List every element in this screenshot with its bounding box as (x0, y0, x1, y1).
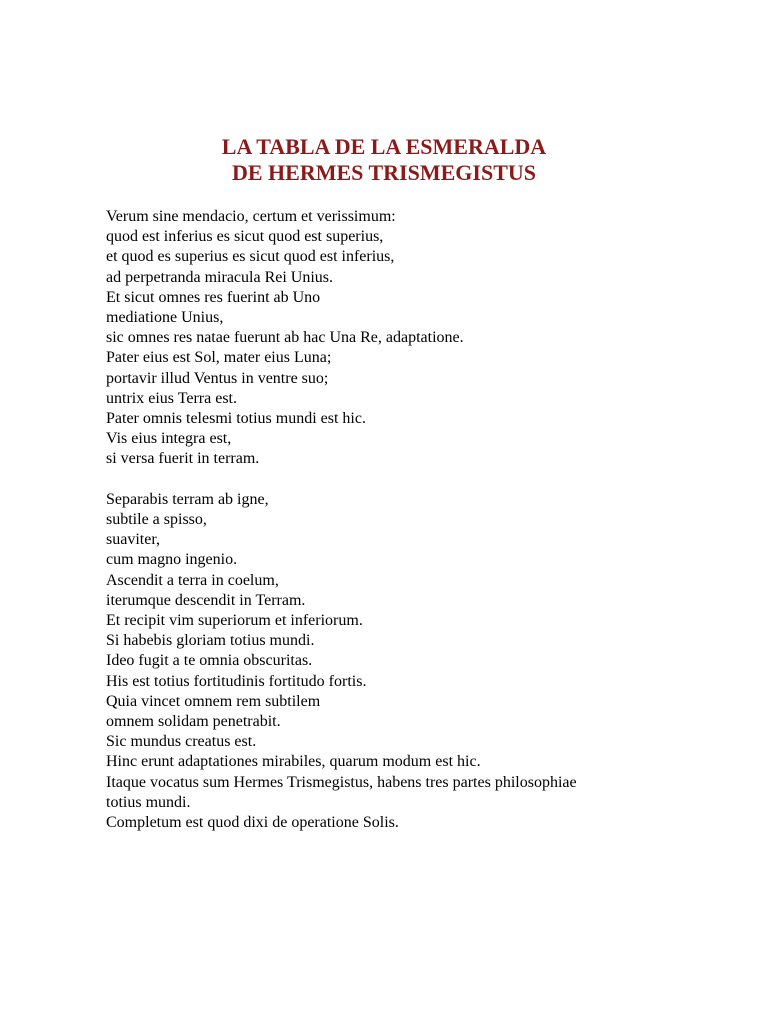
text-line: totius mundi. (106, 793, 191, 811)
text-line: suaviter, (106, 531, 161, 549)
text-line: ad perpetranda miracula Rei Unius. (106, 268, 334, 286)
text-line: Et recipit vim superiorum et inferiorum. (106, 612, 363, 630)
text-line: Quia vincet omnem rem subtilem (106, 692, 321, 710)
document-body (106, 207, 666, 833)
text-line: cum magno ingenio. (106, 551, 238, 569)
text-line: Itaque vocatus sum Hermes Trismegistus, habens tres partes philosophiae (106, 773, 577, 791)
text-line: Vis eius integra est, (106, 430, 232, 448)
text-line: sic omnes res natae fuerunt ab hac Una Re, adaptatione. (106, 329, 464, 347)
text-line: Verum sine mendacio, certum et verissimum: (106, 208, 396, 225)
text-line: omnem solidam penetrabit. (106, 713, 281, 731)
text-line: Si habebis gloriam totius mundi. (106, 632, 315, 650)
text-line: untrix eius Terra est. (106, 389, 237, 407)
text-line: Completum est quod dixi de operatione Solis. (106, 814, 399, 832)
text-line: et quod es superius es sicut quod est inferius, (106, 248, 395, 266)
text-line: Pater omnis telesmi totius mundi est hic. (106, 410, 366, 428)
text-line: Ascendit a terra in coelum, (106, 571, 279, 589)
text-line: His est totius fortitudinis fortitudo fortis. (106, 672, 367, 690)
stanza-2 (106, 490, 666, 833)
text-line: Separabis terram ab igne, (106, 490, 269, 508)
text-line: Et sicut omnes res fuerint ab Uno (106, 288, 321, 306)
document-title (0, 134, 768, 186)
text-line: portavir illud Ventus in ventre suo; (106, 369, 329, 387)
title-line-1: LA TABLA DE LA ESMERALDA (221, 134, 547, 159)
text-line: mediatione Unius, (106, 309, 224, 327)
text-line: quod est inferius es sicut quod est superius, (106, 228, 384, 246)
text-line: subtile a spisso, (106, 511, 207, 529)
text-line: iterumque descendit in Terram. (106, 591, 306, 609)
text-line: Ideo fugit a te omnia obscuritas. (106, 652, 313, 670)
stanza-1 (106, 207, 666, 470)
text-line: Sic mundus creatus est. (106, 733, 257, 751)
text-line: Hinc erunt adaptationes mirabiles, quarum modum est hic. (106, 753, 481, 771)
text-line: Pater eius est Sol, mater eius Luna; (106, 349, 332, 367)
text-line: si versa fuerit in terram. (106, 450, 260, 468)
title-line-2: DE HERMES TRISMEGISTUS (231, 160, 536, 185)
